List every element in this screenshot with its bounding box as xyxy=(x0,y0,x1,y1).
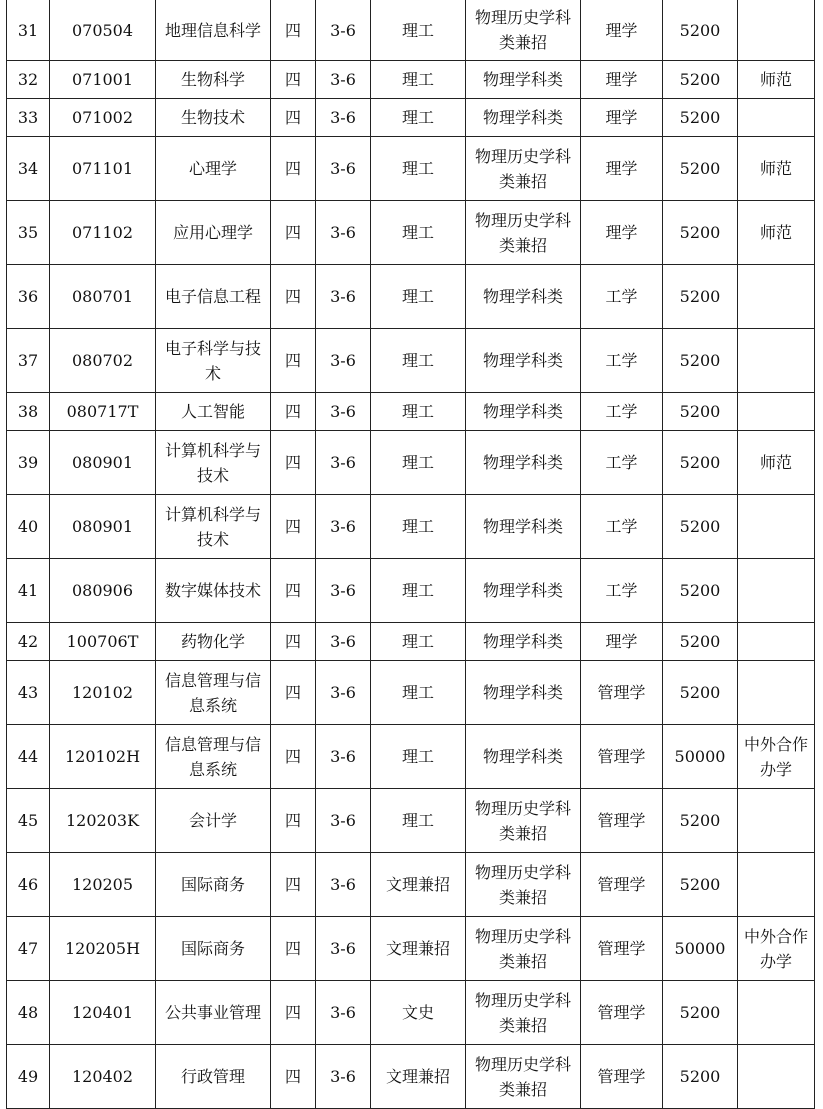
cell-degree: 理学 xyxy=(581,61,663,99)
table-row xyxy=(7,0,815,61)
cell-note xyxy=(738,495,815,559)
cell-code: 080702 xyxy=(50,329,156,393)
cell-period: 3-6 xyxy=(316,725,371,789)
cell-years: 四 xyxy=(271,99,316,137)
table-row xyxy=(7,559,815,623)
cell-subject: 物理学科类 xyxy=(466,623,581,661)
table-row xyxy=(7,917,815,981)
cell-degree: 管理学 xyxy=(581,981,663,1045)
table-body xyxy=(7,0,815,1109)
cell-code: 120203K xyxy=(50,789,156,853)
cell-period: 3-6 xyxy=(316,661,371,725)
cell-code: 120102 xyxy=(50,661,156,725)
cell-note: 师范 xyxy=(738,61,815,99)
cell-no: 42 xyxy=(7,623,50,661)
majors-table xyxy=(6,0,815,1109)
cell-category: 理工 xyxy=(371,99,466,137)
cell-years: 四 xyxy=(271,1045,316,1109)
cell-category: 理工 xyxy=(371,495,466,559)
cell-fee: 5200 xyxy=(663,99,738,137)
cell-category: 理工 xyxy=(371,725,466,789)
cell-no: 33 xyxy=(7,99,50,137)
table-row xyxy=(7,99,815,137)
table-row xyxy=(7,61,815,99)
cell-degree: 工学 xyxy=(581,559,663,623)
cell-category: 文史 xyxy=(371,981,466,1045)
cell-fee: 5200 xyxy=(663,137,738,201)
cell-degree: 理学 xyxy=(581,0,663,61)
cell-major: 计算机科学与技术 xyxy=(156,495,271,559)
cell-subject: 物理历史学科类兼招 xyxy=(466,1045,581,1109)
cell-no: 40 xyxy=(7,495,50,559)
cell-degree: 工学 xyxy=(581,431,663,495)
cell-subject: 物理学科类 xyxy=(466,265,581,329)
table-row xyxy=(7,623,815,661)
cell-note xyxy=(738,0,815,61)
cell-category: 理工 xyxy=(371,201,466,265)
cell-years: 四 xyxy=(271,559,316,623)
cell-note xyxy=(738,99,815,137)
cell-period: 3-6 xyxy=(316,559,371,623)
table-row xyxy=(7,329,815,393)
cell-years: 四 xyxy=(271,495,316,559)
cell-period: 3-6 xyxy=(316,265,371,329)
cell-subject: 物理历史学科类兼招 xyxy=(466,917,581,981)
cell-fee: 5200 xyxy=(663,789,738,853)
cell-period: 3-6 xyxy=(316,393,371,431)
cell-no: 47 xyxy=(7,917,50,981)
table-row xyxy=(7,431,815,495)
cell-category: 理工 xyxy=(371,265,466,329)
cell-note xyxy=(738,661,815,725)
cell-degree: 理学 xyxy=(581,137,663,201)
cell-fee: 5200 xyxy=(663,0,738,61)
cell-degree: 管理学 xyxy=(581,661,663,725)
table-row xyxy=(7,789,815,853)
cell-degree: 管理学 xyxy=(581,853,663,917)
cell-code: 120205H xyxy=(50,917,156,981)
cell-period: 3-6 xyxy=(316,99,371,137)
cell-major: 行政管理 xyxy=(156,1045,271,1109)
cell-major: 地理信息科学 xyxy=(156,0,271,61)
cell-code: 120102H xyxy=(50,725,156,789)
cell-major: 信息管理与信息系统 xyxy=(156,661,271,725)
cell-period: 3-6 xyxy=(316,917,371,981)
cell-fee: 5200 xyxy=(663,853,738,917)
cell-period: 3-6 xyxy=(316,137,371,201)
cell-code: 071001 xyxy=(50,61,156,99)
cell-degree: 工学 xyxy=(581,329,663,393)
cell-note: 师范 xyxy=(738,137,815,201)
table-row xyxy=(7,137,815,201)
cell-category: 理工 xyxy=(371,61,466,99)
cell-note xyxy=(738,559,815,623)
cell-major: 国际商务 xyxy=(156,853,271,917)
cell-category: 文理兼招 xyxy=(371,853,466,917)
cell-code: 071101 xyxy=(50,137,156,201)
cell-fee: 5200 xyxy=(663,1045,738,1109)
cell-years: 四 xyxy=(271,329,316,393)
cell-major: 电子信息工程 xyxy=(156,265,271,329)
cell-note xyxy=(738,1045,815,1109)
cell-note: 师范 xyxy=(738,201,815,265)
cell-years: 四 xyxy=(271,917,316,981)
table-row xyxy=(7,495,815,559)
cell-degree: 理学 xyxy=(581,99,663,137)
cell-no: 46 xyxy=(7,853,50,917)
cell-note xyxy=(738,393,815,431)
cell-period: 3-6 xyxy=(316,61,371,99)
cell-note: 师范 xyxy=(738,431,815,495)
cell-note xyxy=(738,329,815,393)
cell-no: 48 xyxy=(7,981,50,1045)
cell-years: 四 xyxy=(271,201,316,265)
cell-category: 理工 xyxy=(371,661,466,725)
cell-major: 电子科学与技术 xyxy=(156,329,271,393)
cell-no: 34 xyxy=(7,137,50,201)
cell-degree: 理学 xyxy=(581,623,663,661)
cell-period: 3-6 xyxy=(316,0,371,61)
cell-years: 四 xyxy=(271,393,316,431)
table-row xyxy=(7,981,815,1045)
cell-no: 39 xyxy=(7,431,50,495)
cell-subject: 物理历史学科类兼招 xyxy=(466,853,581,917)
cell-category: 理工 xyxy=(371,789,466,853)
cell-subject: 物理学科类 xyxy=(466,61,581,99)
cell-period: 3-6 xyxy=(316,329,371,393)
cell-subject: 物理学科类 xyxy=(466,99,581,137)
table-row xyxy=(7,853,815,917)
cell-no: 41 xyxy=(7,559,50,623)
cell-period: 3-6 xyxy=(316,789,371,853)
cell-years: 四 xyxy=(271,789,316,853)
cell-fee: 5200 xyxy=(663,981,738,1045)
cell-code: 080901 xyxy=(50,431,156,495)
cell-major: 计算机科学与技术 xyxy=(156,431,271,495)
cell-fee: 5200 xyxy=(663,559,738,623)
cell-no: 31 xyxy=(7,0,50,61)
cell-subject: 物理学科类 xyxy=(466,559,581,623)
cell-subject: 物理历史学科类兼招 xyxy=(466,0,581,61)
cell-period: 3-6 xyxy=(316,1045,371,1109)
cell-subject: 物理学科类 xyxy=(466,431,581,495)
cell-no: 32 xyxy=(7,61,50,99)
cell-subject: 物理历史学科类兼招 xyxy=(466,789,581,853)
cell-major: 数字媒体技术 xyxy=(156,559,271,623)
cell-code: 071002 xyxy=(50,99,156,137)
cell-major: 生物科学 xyxy=(156,61,271,99)
cell-no: 44 xyxy=(7,725,50,789)
cell-fee: 5200 xyxy=(663,265,738,329)
cell-code: 071102 xyxy=(50,201,156,265)
cell-code: 080906 xyxy=(50,559,156,623)
cell-code: 100706T xyxy=(50,623,156,661)
cell-category: 理工 xyxy=(371,0,466,61)
cell-major: 国际商务 xyxy=(156,917,271,981)
cell-years: 四 xyxy=(271,661,316,725)
cell-subject: 物理历史学科类兼招 xyxy=(466,201,581,265)
cell-note xyxy=(738,789,815,853)
cell-category: 理工 xyxy=(371,329,466,393)
cell-subject: 物理学科类 xyxy=(466,725,581,789)
cell-category: 文理兼招 xyxy=(371,917,466,981)
cell-subject: 物理学科类 xyxy=(466,661,581,725)
cell-note: 中外合作办学 xyxy=(738,725,815,789)
cell-fee: 5200 xyxy=(663,661,738,725)
cell-subject: 物理学科类 xyxy=(466,495,581,559)
cell-fee: 5200 xyxy=(663,393,738,431)
cell-years: 四 xyxy=(271,623,316,661)
cell-code: 080717T xyxy=(50,393,156,431)
cell-fee: 5200 xyxy=(663,495,738,559)
cell-major: 人工智能 xyxy=(156,393,271,431)
cell-major: 药物化学 xyxy=(156,623,271,661)
cell-degree: 工学 xyxy=(581,495,663,559)
cell-note xyxy=(738,265,815,329)
cell-category: 理工 xyxy=(371,431,466,495)
cell-period: 3-6 xyxy=(316,201,371,265)
cell-code: 120402 xyxy=(50,1045,156,1109)
table-row xyxy=(7,201,815,265)
table-row xyxy=(7,393,815,431)
cell-major: 生物技术 xyxy=(156,99,271,137)
cell-no: 49 xyxy=(7,1045,50,1109)
cell-period: 3-6 xyxy=(316,431,371,495)
cell-fee: 5200 xyxy=(663,329,738,393)
cell-years: 四 xyxy=(271,853,316,917)
cell-category: 文理兼招 xyxy=(371,1045,466,1109)
cell-degree: 管理学 xyxy=(581,917,663,981)
cell-major: 信息管理与信息系统 xyxy=(156,725,271,789)
cell-period: 3-6 xyxy=(316,495,371,559)
cell-degree: 工学 xyxy=(581,265,663,329)
cell-no: 37 xyxy=(7,329,50,393)
cell-fee: 5200 xyxy=(663,201,738,265)
cell-note xyxy=(738,623,815,661)
cell-code: 080701 xyxy=(50,265,156,329)
cell-major: 应用心理学 xyxy=(156,201,271,265)
cell-fee: 5200 xyxy=(663,623,738,661)
cell-years: 四 xyxy=(271,981,316,1045)
cell-major: 心理学 xyxy=(156,137,271,201)
cell-code: 120401 xyxy=(50,981,156,1045)
table-row xyxy=(7,661,815,725)
cell-degree: 管理学 xyxy=(581,1045,663,1109)
cell-subject: 物理历史学科类兼招 xyxy=(466,137,581,201)
cell-degree: 工学 xyxy=(581,393,663,431)
cell-years: 四 xyxy=(271,61,316,99)
cell-years: 四 xyxy=(271,137,316,201)
cell-subject: 物理历史学科类兼招 xyxy=(466,981,581,1045)
cell-note xyxy=(738,853,815,917)
cell-code: 120205 xyxy=(50,853,156,917)
cell-major: 会计学 xyxy=(156,789,271,853)
cell-category: 理工 xyxy=(371,559,466,623)
cell-subject: 物理学科类 xyxy=(466,329,581,393)
table-row xyxy=(7,1045,815,1109)
cell-category: 理工 xyxy=(371,393,466,431)
table-row xyxy=(7,265,815,329)
cell-period: 3-6 xyxy=(316,981,371,1045)
cell-fee: 5200 xyxy=(663,431,738,495)
cell-note: 中外合作办学 xyxy=(738,917,815,981)
cell-no: 45 xyxy=(7,789,50,853)
cell-note xyxy=(738,981,815,1045)
table-row xyxy=(7,725,815,789)
cell-code: 080901 xyxy=(50,495,156,559)
cell-no: 43 xyxy=(7,661,50,725)
cell-years: 四 xyxy=(271,431,316,495)
cell-degree: 管理学 xyxy=(581,725,663,789)
cell-fee: 50000 xyxy=(663,917,738,981)
cell-subject: 物理学科类 xyxy=(466,393,581,431)
cell-years: 四 xyxy=(271,0,316,61)
cell-degree: 理学 xyxy=(581,201,663,265)
cell-category: 理工 xyxy=(371,137,466,201)
cell-period: 3-6 xyxy=(316,623,371,661)
cell-major: 公共事业管理 xyxy=(156,981,271,1045)
cell-no: 36 xyxy=(7,265,50,329)
cell-period: 3-6 xyxy=(316,853,371,917)
cell-years: 四 xyxy=(271,725,316,789)
cell-category: 理工 xyxy=(371,623,466,661)
cell-code: 070504 xyxy=(50,0,156,61)
cell-fee: 5200 xyxy=(663,61,738,99)
cell-years: 四 xyxy=(271,265,316,329)
cell-degree: 管理学 xyxy=(581,789,663,853)
cell-no: 38 xyxy=(7,393,50,431)
cell-fee: 50000 xyxy=(663,725,738,789)
cell-no: 35 xyxy=(7,201,50,265)
